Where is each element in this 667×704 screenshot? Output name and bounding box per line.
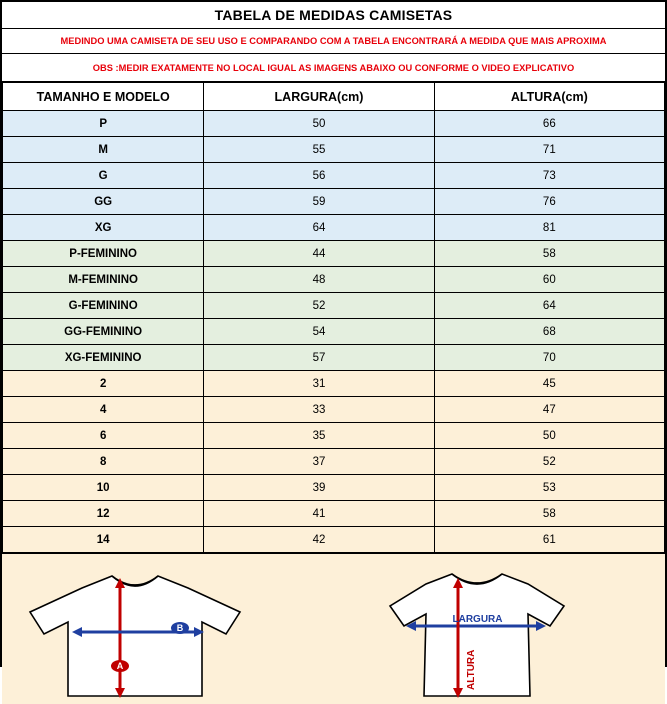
cell-model: 12 (3, 501, 204, 527)
width-badge-left: B (171, 622, 189, 634)
cell-height: 68 (434, 319, 664, 345)
cell-width: 44 (204, 241, 434, 267)
table-row (3, 267, 665, 293)
cell-model: P-FEMININO (3, 241, 204, 267)
female-shirt-diagram (334, 554, 667, 704)
cell-width: 56 (204, 163, 434, 189)
table-row (3, 293, 665, 319)
cell-width: 50 (204, 111, 434, 137)
column-header-model: TAMANHO E MODELO (3, 83, 204, 111)
cell-width: 52 (204, 293, 434, 319)
table-row (3, 137, 665, 163)
height-badge-left: A (111, 660, 129, 672)
table-row (3, 397, 665, 423)
cell-model: 4 (3, 397, 204, 423)
cell-model: GG (3, 189, 204, 215)
cell-width: 37 (204, 449, 434, 475)
cell-height: 64 (434, 293, 664, 319)
cell-model: M-FEMININO (3, 267, 204, 293)
cell-width: 59 (204, 189, 434, 215)
table-row (3, 475, 665, 501)
cell-width: 57 (204, 345, 434, 371)
unisex-shirt-diagram (2, 554, 335, 704)
cell-model: 2 (3, 371, 204, 397)
cell-width: 31 (204, 371, 434, 397)
figure-unisex-shirt (2, 554, 334, 704)
cell-model: 14 (3, 527, 204, 553)
figures-section (2, 553, 665, 704)
table-row (3, 241, 665, 267)
table-row (3, 319, 665, 345)
figure-female-shirt (334, 554, 666, 704)
cell-model: XG (3, 215, 204, 241)
cell-width: 64 (204, 215, 434, 241)
table-row (3, 449, 665, 475)
table-row (3, 371, 665, 397)
cell-height: 66 (434, 111, 664, 137)
cell-height: 73 (434, 163, 664, 189)
cell-height: 70 (434, 345, 664, 371)
table-row (3, 527, 665, 553)
size-table (2, 82, 665, 553)
note-measure-location: OBS :MEDIR EXATAMENTE NO LOCAL IGUAL AS IMAGENS ABAIXO OU CONFORME O VIDEO EXPLICATIVO (2, 54, 665, 82)
cell-model: 6 (3, 423, 204, 449)
cell-width: 42 (204, 527, 434, 553)
column-header-width: LARGURA(cm) (204, 83, 434, 111)
cell-height: 53 (434, 475, 664, 501)
cell-model: M (3, 137, 204, 163)
cell-height: 60 (434, 267, 664, 293)
table-row (3, 423, 665, 449)
cell-height: 50 (434, 423, 664, 449)
cell-model: GG-FEMININO (3, 319, 204, 345)
cell-height: 61 (434, 527, 664, 553)
cell-height: 47 (434, 397, 664, 423)
cell-width: 55 (204, 137, 434, 163)
table-row (3, 163, 665, 189)
cell-height: 45 (434, 371, 664, 397)
cell-height: 71 (434, 137, 664, 163)
table-row (3, 111, 665, 137)
table-row (3, 215, 665, 241)
note-comparison: MEDINDO UMA CAMISETA DE SEU USO E COMPARANDO COM A TABELA ENCONTRARÁ A MEDIDA QUE MAIS APROXIMA (2, 29, 665, 54)
column-header-height: ALTURA(cm) (434, 83, 664, 111)
cell-model: 10 (3, 475, 204, 501)
cell-height: 58 (434, 501, 664, 527)
cell-height: 58 (434, 241, 664, 267)
cell-model: P (3, 111, 204, 137)
cell-width: 48 (204, 267, 434, 293)
table-row (3, 189, 665, 215)
cell-height: 52 (434, 449, 664, 475)
cell-model: G-FEMININO (3, 293, 204, 319)
cell-model: XG-FEMININO (3, 345, 204, 371)
width-label-right: LARGURA (453, 614, 503, 625)
cell-width: 35 (204, 423, 434, 449)
cell-height: 76 (434, 189, 664, 215)
cell-width: 39 (204, 475, 434, 501)
cell-model: G (3, 163, 204, 189)
table-row (3, 345, 665, 371)
height-label-right: ALTURA (466, 650, 477, 690)
cell-width: 54 (204, 319, 434, 345)
page-title: TABELA DE MEDIDAS CAMISETAS (2, 2, 665, 29)
table-header-row (3, 83, 665, 111)
cell-width: 41 (204, 501, 434, 527)
cell-model: 8 (3, 449, 204, 475)
cell-height: 81 (434, 215, 664, 241)
cell-width: 33 (204, 397, 434, 423)
table-row (3, 501, 665, 527)
